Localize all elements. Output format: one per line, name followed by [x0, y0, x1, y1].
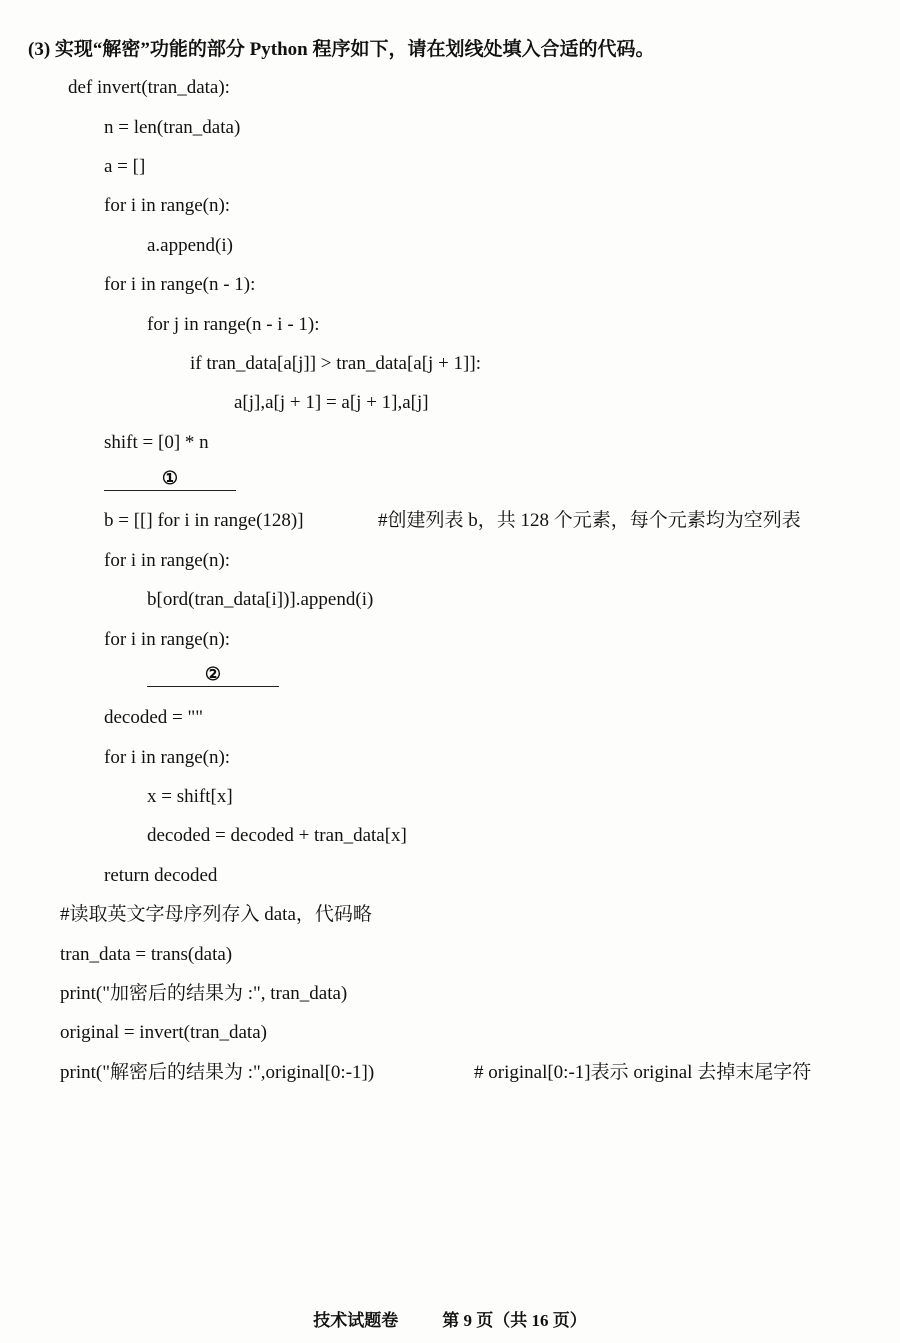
- code-line-for1: for i in range(n):: [104, 195, 231, 216]
- question-prompt: (3) 实现“解密”功能的部分 Python 程序如下，请在划线处填入合适的代码。: [28, 39, 655, 60]
- code-line-append2: b[ord(tran_data[i])].append(i): [147, 589, 374, 610]
- code-line-for4: for i in range(n):: [104, 550, 231, 571]
- code-line-for3: for j in range(n - i - 1):: [147, 314, 320, 335]
- answer-blank-2: [147, 662, 279, 687]
- code-line-b: b = [[] for i in range(128)]: [104, 510, 304, 531]
- code-line-print1: print("加密后的结果为 :", tran_data): [60, 983, 348, 1004]
- code-line-if: if tran_data[a[j]] > tran_data[a[j + 1]]:: [190, 353, 481, 374]
- code-line-print2: print("解密后的结果为 :",original[0:-1]): [60, 1062, 375, 1083]
- code-line-n: n = len(tran_data): [104, 117, 241, 138]
- blank-2-label: ②: [204, 664, 222, 684]
- footer-page-number: 第 9 页（共 16 页）: [442, 1311, 587, 1330]
- code-line-for2: for i in range(n - 1):: [104, 274, 256, 295]
- code-line-x: x = shift[x]: [147, 786, 233, 807]
- code-comment-print2: # original[0:-1]表示 original 去掉末尾字符: [474, 1062, 812, 1083]
- code-line-def: def invert(tran_data):: [68, 77, 230, 98]
- blank-1-label: ①: [161, 468, 179, 488]
- code-line-shift: shift = [0] * n: [104, 432, 209, 453]
- code-line-for5: for i in range(n):: [104, 629, 231, 650]
- code-line-original: original = invert(tran_data): [60, 1022, 267, 1043]
- code-line-return: return decoded: [104, 865, 218, 886]
- code-line-append1: a.append(i): [147, 235, 233, 256]
- page-footer: [0, 1306, 900, 1331]
- code-comment-read: #读取英文字母序列存入 data，代码略: [60, 904, 372, 925]
- code-line-decoded: decoded = decoded + tran_data[x]: [147, 825, 407, 846]
- code-line-decoded-init: decoded = "": [104, 707, 204, 728]
- code-line-tran: tran_data = trans(data): [60, 944, 233, 965]
- footer-subject: 技术试题卷: [313, 1311, 399, 1330]
- answer-blank-1: [104, 466, 236, 491]
- code-line-a: a = []: [104, 156, 146, 177]
- code-line-swap: a[j],a[j + 1] = a[j + 1],a[j]: [234, 392, 429, 413]
- code-line-for6: for i in range(n):: [104, 747, 231, 768]
- code-comment-b: #创建列表 b，共 128 个元素，每个元素均为空列表: [378, 510, 801, 531]
